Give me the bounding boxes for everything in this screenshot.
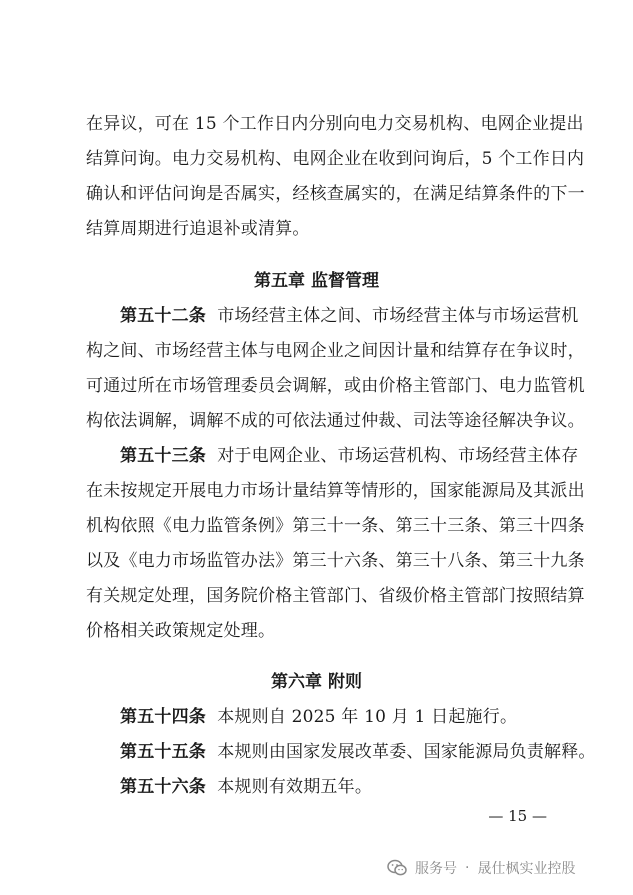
article-53-label: 第五十三条 <box>120 446 206 466</box>
article-52-first-line <box>120 306 579 326</box>
article-55-label: 第五十五条 <box>120 742 206 762</box>
paragraph-line: 有关规定处理，国务院价格主管部门、省级价格主管部门按照结算 <box>86 586 585 606</box>
paragraph-line: 在异议，可在 15 个工作日内分别向电力交易机构、电网企业提出 <box>86 114 584 134</box>
article-54-label: 第五十四条 <box>120 707 206 727</box>
paragraph-line: 可通过所在市场管理委员会调解，或由价格主管部门、电力监管机 <box>86 376 585 396</box>
paragraph-line: 以及《电力市场监管办法》第三十六条、第三十八条、第三十九条 <box>86 551 585 571</box>
article-53-text: 对于电网企业、市场运营机构、市场经营主体存 <box>217 446 579 466</box>
wechat-icon <box>387 859 407 877</box>
paragraph-line: 在未按规定开展电力市场计量结算等情形的，国家能源局及其派出 <box>86 481 585 501</box>
paragraph-line: 构之间、市场经营主体与电网企业之间因计量和结算存在争议时， <box>86 341 585 361</box>
article-56 <box>120 777 586 797</box>
article-56-label: 第五十六条 <box>120 777 206 797</box>
watermark-separator: · <box>465 860 470 876</box>
paragraph-line: 结算问询。电力交易机构、电网企业在收到问询后，5 个工作日内 <box>86 149 585 169</box>
article-54 <box>120 707 586 727</box>
article-53-first-line <box>120 446 579 466</box>
account-watermark <box>387 855 575 881</box>
chapter-5-heading: 第五章 监督管理 <box>254 271 379 291</box>
article-55-text: 本规则由国家发展改革委、国家能源局负责解释。 <box>217 742 596 762</box>
paragraph-line: 确认和评估问询是否属实，经核查属实的，在满足结算条件的下一 <box>86 184 585 204</box>
article-52-text: 市场经营主体之间、市场经营主体与市场运营机 <box>217 306 579 326</box>
paragraph-line: 构依法调解，调解不成的可依法通过仲裁、司法等途径解决争议。 <box>86 411 585 431</box>
article-54-text: 本规则自 2025 年 10 月 1 日起施行。 <box>217 707 518 727</box>
article-52-label: 第五十二条 <box>120 306 206 326</box>
paragraph-line: 价格相关政策规定处理。 <box>86 621 276 641</box>
article-55 <box>120 742 596 762</box>
article-56-text: 本规则有效期五年。 <box>217 777 373 797</box>
chapter-6-heading: 第六章 附则 <box>271 672 362 692</box>
paragraph-line: 机构依照《电力监管条例》第三十一条、第三十三条、第三十四条 <box>86 516 585 536</box>
watermark-service-label: 服务号 <box>415 861 457 877</box>
paragraph-line: 结算周期进行追退补或清算。 <box>86 219 310 239</box>
page-number: — 15 — <box>488 807 547 825</box>
watermark-account-name: 晟仕枫实业控股 <box>477 861 576 877</box>
